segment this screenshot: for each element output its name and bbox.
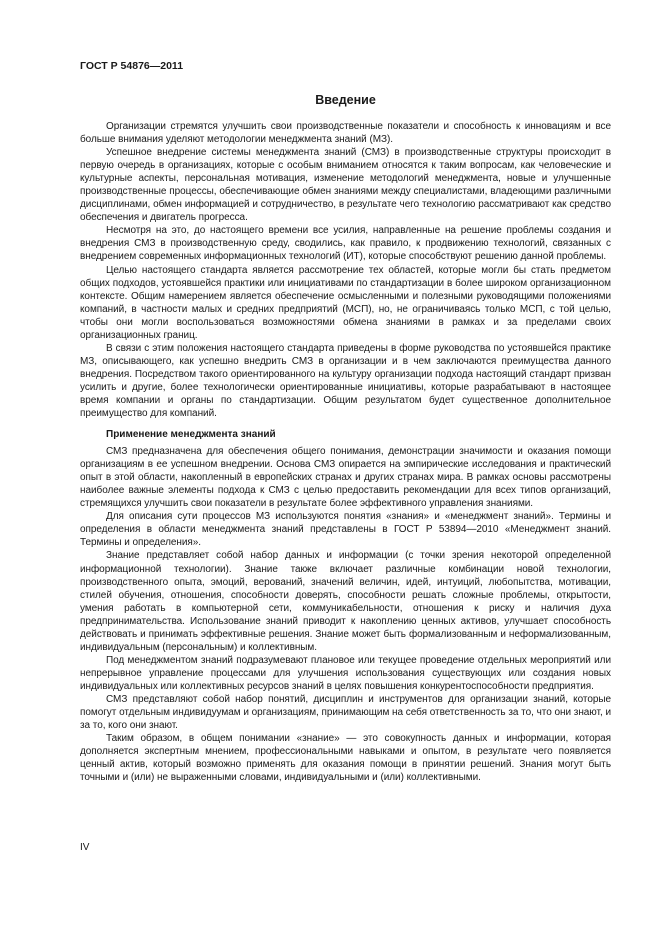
paragraph: Под менеджментом знаний подразумевают плановое или текущее проведение отдельных мероприятий или непрерывное управление процессами для улучшения использования существующих или создания новых индивидуальных или коллективных ресурсов знаний в целях повышения конкурентоспособности предприятия. (80, 654, 611, 692)
paragraph: Несмотря на это, до настоящего времени все усилия, направленные на решение проблемы создания и внедрения СМЗ в производственную среду, сводились, как правило, к продвижению технологий, связанных с внедрением современных информационных технологий (ИТ), которые способствуют решению данной проблемы. (80, 225, 611, 263)
paragraph: Успешное внедрение системы менеджмента знаний (СМЗ) в производственные структуры происходит в первую очередь в организациях, которые с особым вниманием относятся к таким вопросам, как человеческие и культурные аспекты, персональная мотивация, изменение методологий менеджмента, новые и улучшенные производственные процессы, обеспечивающие обмен знаниями между специалистами, владеющими различными дисциплинами, обмен информацией и сотрудничество, в результате чего технологию рассматривают как средство обеспечения и двигатель прогресса. (80, 147, 611, 224)
paragraph: Для описания сути процессов МЗ используются понятия «знания» и «менеджмент знаний». Термины и определения в области менеджмента знаний представлены в ГОСТ Р 53894—2010 «Менеджмент знаний. Термины и определения». (80, 511, 611, 549)
page-number: IV (80, 842, 90, 853)
paragraph: Целью настоящего стандарта является рассмотрение тех областей, которые могли бы стать предметом общих подходов, устоявшейся практики или инициативами по стандартизации в более широком организационном контексте. Общим намерением является обеспечение осмысленными и полезными руководящими положениями компаний, в частности малых и средних предприятий (МСП), но, не ограничиваясь только МСП, с той целью, чтобы они могли воспользоваться возможностями обмена знаниями в рамках и за пределами своих организационных границ. (80, 264, 611, 341)
document-body (80, 120, 611, 784)
page-title: Введение (315, 93, 376, 107)
standard-header: ГОСТ Р 54876—2011 (80, 60, 184, 72)
section-heading: Применение менеджмента знаний (106, 429, 276, 441)
paragraph: Знание представляет собой набор данных и информации (с точки зрения некоторой определенной информационной технологии). Знание также включает различные комбинации новой технологии, производственного опыта, эмоций, верований, значений величин, идей, интуиций, любопытства, мотивации, стилей обучения, отношения, способности доверять, способности решать сложные проблемы, открытости, умения работать в компьютерной сети, коммуникабельности, отношения к риску и наличия духа предпринимательства. Использование знаний приводит к накоплению ценных активов, улучшает способность действовать и принимать эффективные решения. Знание может быть формализованным и неформализованным, индивидуальным (персональным) и коллективным. (80, 550, 611, 653)
paragraph: В связи с этим положения настоящего стандарта приведены в форме руководства по устоявшейся практике МЗ, описывающего, как успешно внедрить СМЗ в организации и в чем заключаются преимущества данного внедрения. Посредством такого ориентированного на культуру организации подхода настоящий стандарт призван усилить и другие, более технологически ориентированные инициативы, которые разрабатывают в настоящее время компании и органы по стандартизации. Общим результатом будет существенное дополнительное преимущество для компаний. (80, 342, 611, 420)
paragraph: СМЗ предназначена для обеспечения общего понимания, демонстрации значимости и оказания помощи организациям в ее успешном внедрении. Основа СМЗ опирается на эмпирические исследования и практический опыт в этой области, накопленный в европейских странах и других странах мира. В рамках основы рассмотрены наиболее важные элементы подхода к СМЗ с целью предоставить рекомендации для всех типов организаций, стремящихся улучшить свои показатели в результате более эффективного управления знаниями. (80, 446, 611, 510)
paragraph: Организации стремятся улучшить свои производственные показатели и способность к инновациям и все больше внимания уделяют методологии менеджмента знаний (МЗ). (80, 121, 611, 146)
paragraph: Таким образом, в общем понимании «знание» — это совокупность данных и информации, которая дополняется экспертным мнением, профессиональными навыками и опытом, в результате чего появляется ценный актив, который возможно применять для оказания помощи в принятии решений. Знания могут быть точными и (или) не выраженными словами, индивидуальными и (или) коллективными. (80, 733, 611, 784)
paragraph: СМЗ представляют собой набор понятий, дисциплин и инструментов для организации знаний, которые помогут отдельным индивидуумам и организациям, принимающим на себя ответственность за то, что они знают, и за то, кого они знают. (80, 693, 611, 732)
